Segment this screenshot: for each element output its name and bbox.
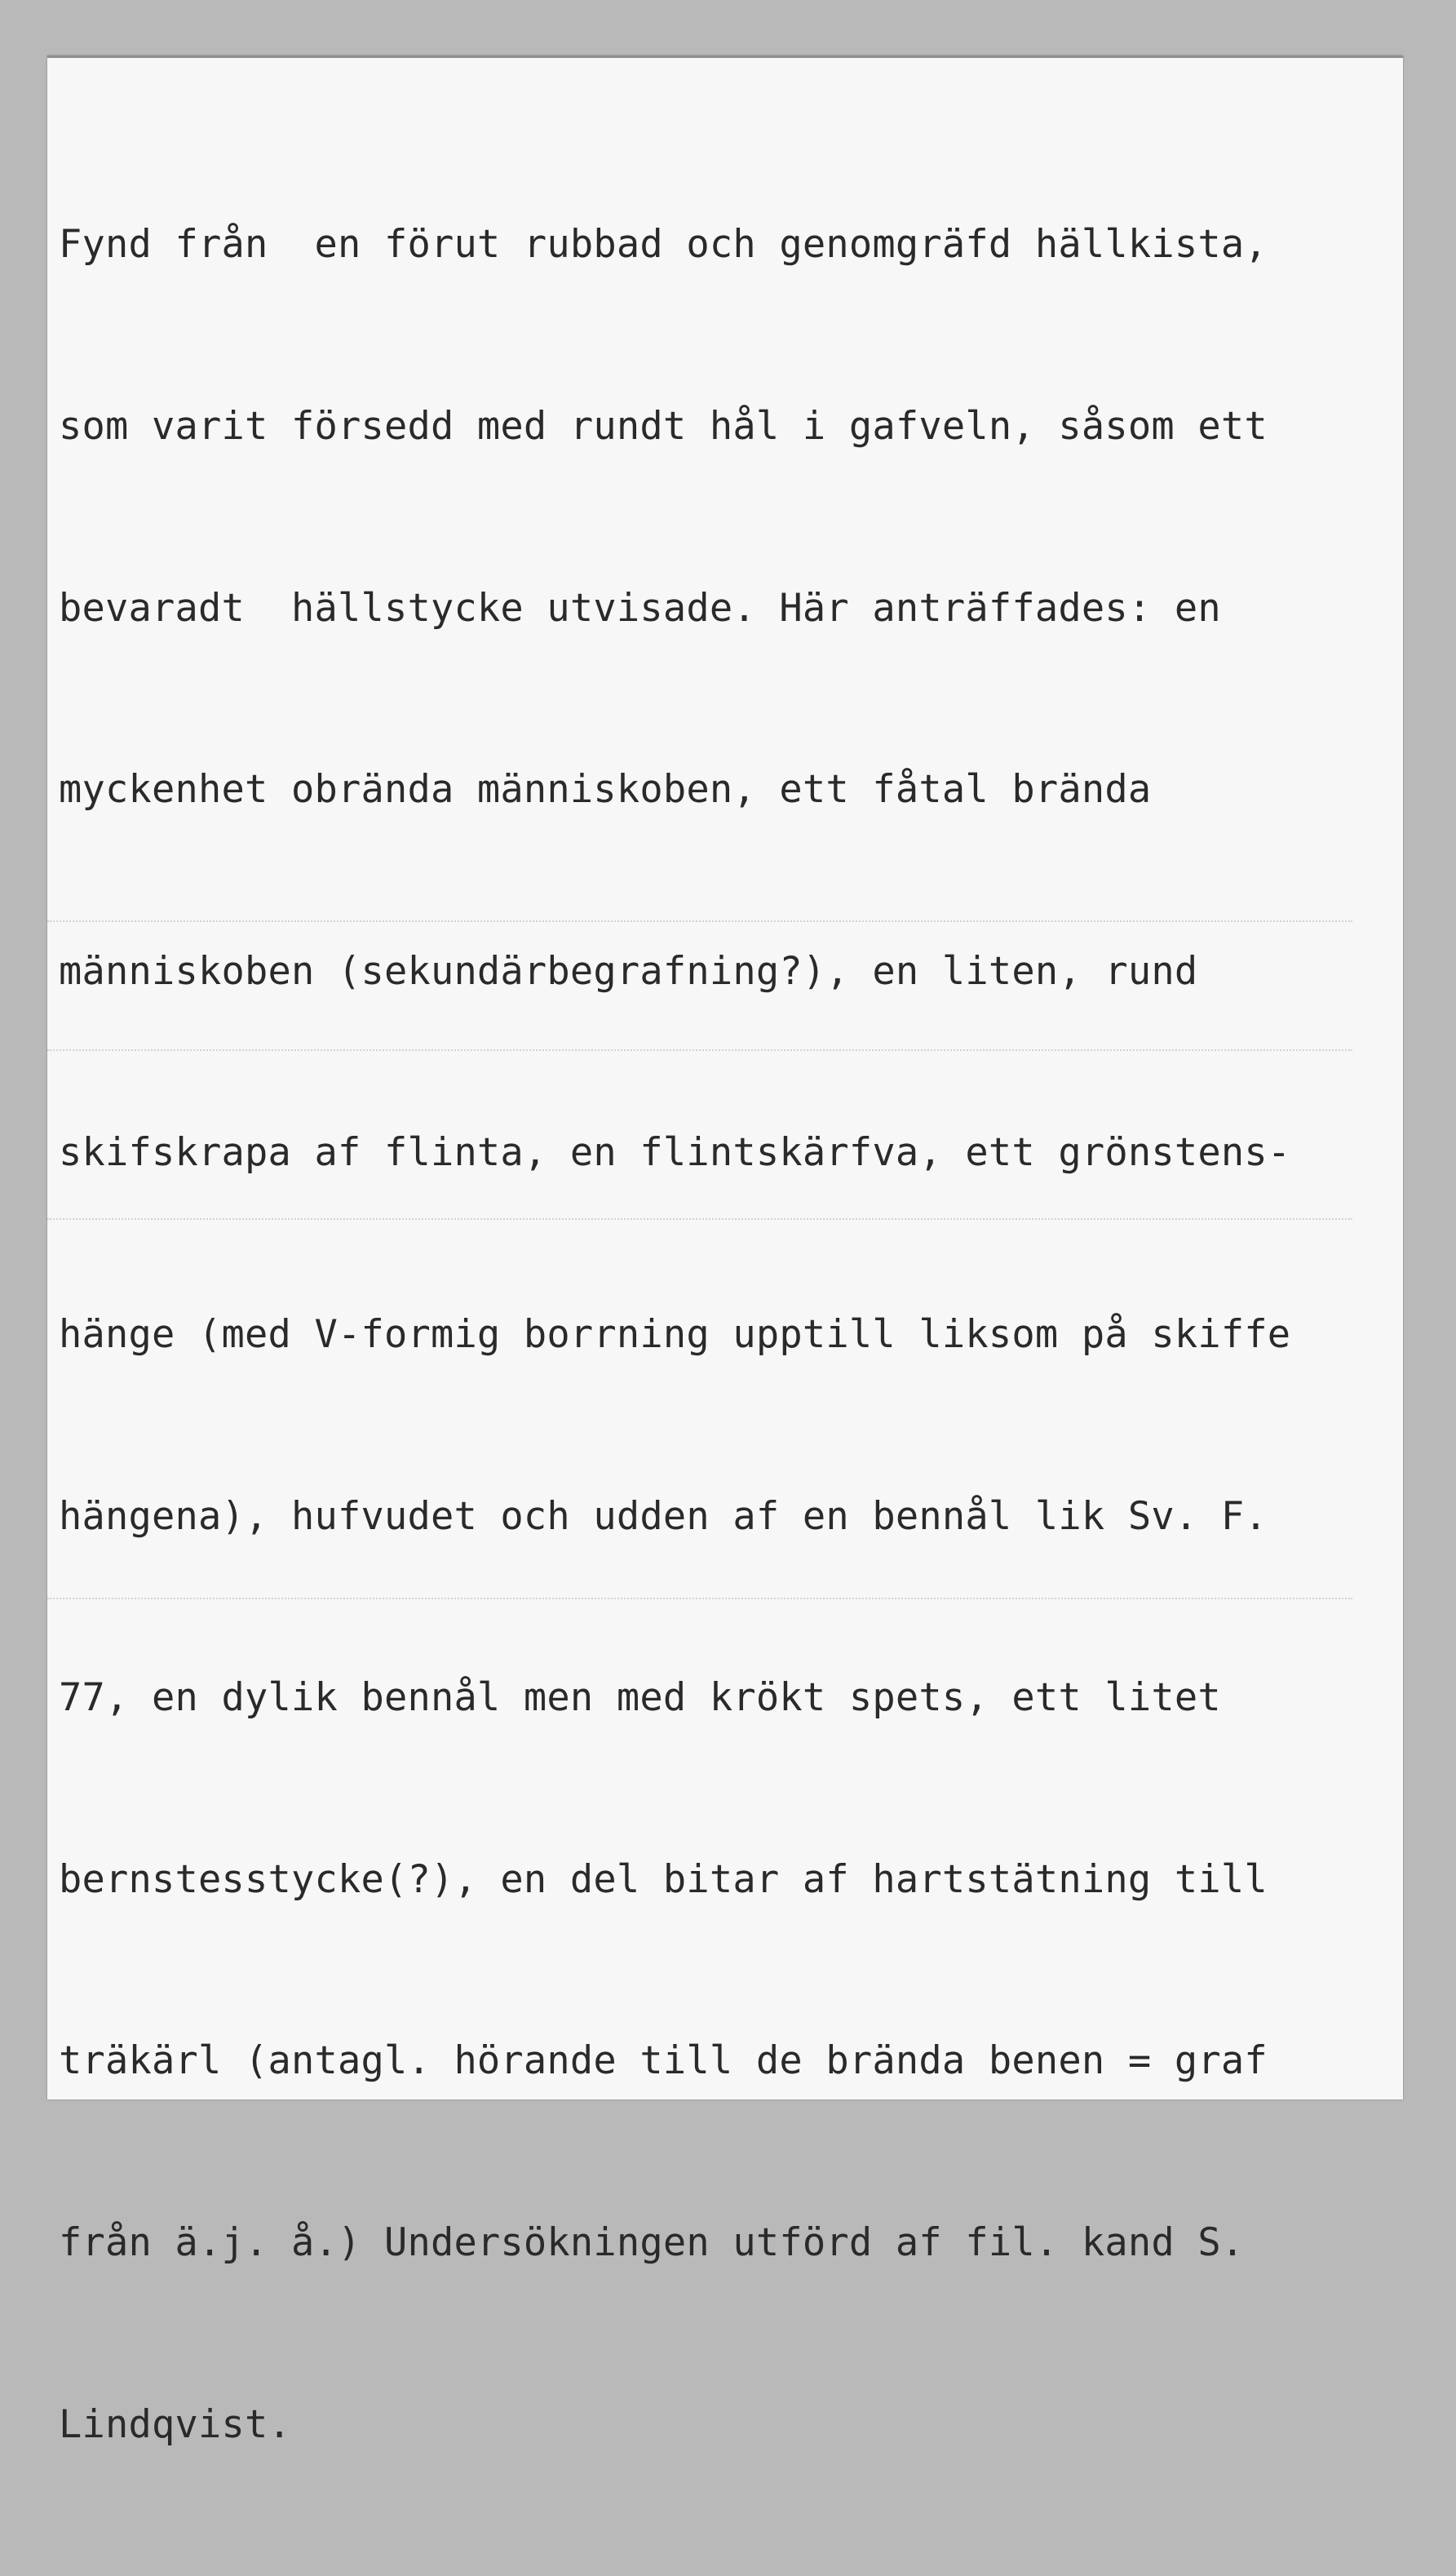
text-line: myckenhet obrända människoben, ett fåtal brända <box>59 767 1152 813</box>
text-line: bernstesstycke(?), en del bitar af hartstätning till <box>59 1856 1268 1902</box>
text-line: Fynd från en förut rubbad och genomgräfd hällkista, <box>59 222 1268 268</box>
text-line: från ä.j. å.) Undersökningen utförd af fil. kand S. <box>59 2219 1245 2265</box>
text-line: Lindqvist. <box>59 2401 291 2447</box>
typewritten-text <box>59 94 1413 2576</box>
text-line: som varit försedd med rundt hål i gafveln, såsom ett <box>59 404 1268 449</box>
text-line: hänge (med V-formig borrning upptill liksom på skiffe <box>59 1311 1291 1357</box>
card-top-edge <box>47 55 1403 58</box>
text-line: träkärl (antagl. hörande till de brända benen = graf <box>59 2038 1268 2084</box>
index-card <box>47 55 1403 2447</box>
text-line: människoben (sekundärbegrafning?), en liten, rund <box>59 948 1198 994</box>
text-line: bevaradt hällstycke utvisade. Här anträffades: en <box>59 585 1221 631</box>
text-line: skifskrapa af flinta, en flintskärfva, ett grönstens- <box>59 1130 1291 1176</box>
text-line: hängena), hufvudet och udden af en bennål lik Sv. F. <box>59 1493 1268 1539</box>
text-line: 77, en dylik bennål men med krökt spets, ett litet <box>59 1675 1221 1721</box>
